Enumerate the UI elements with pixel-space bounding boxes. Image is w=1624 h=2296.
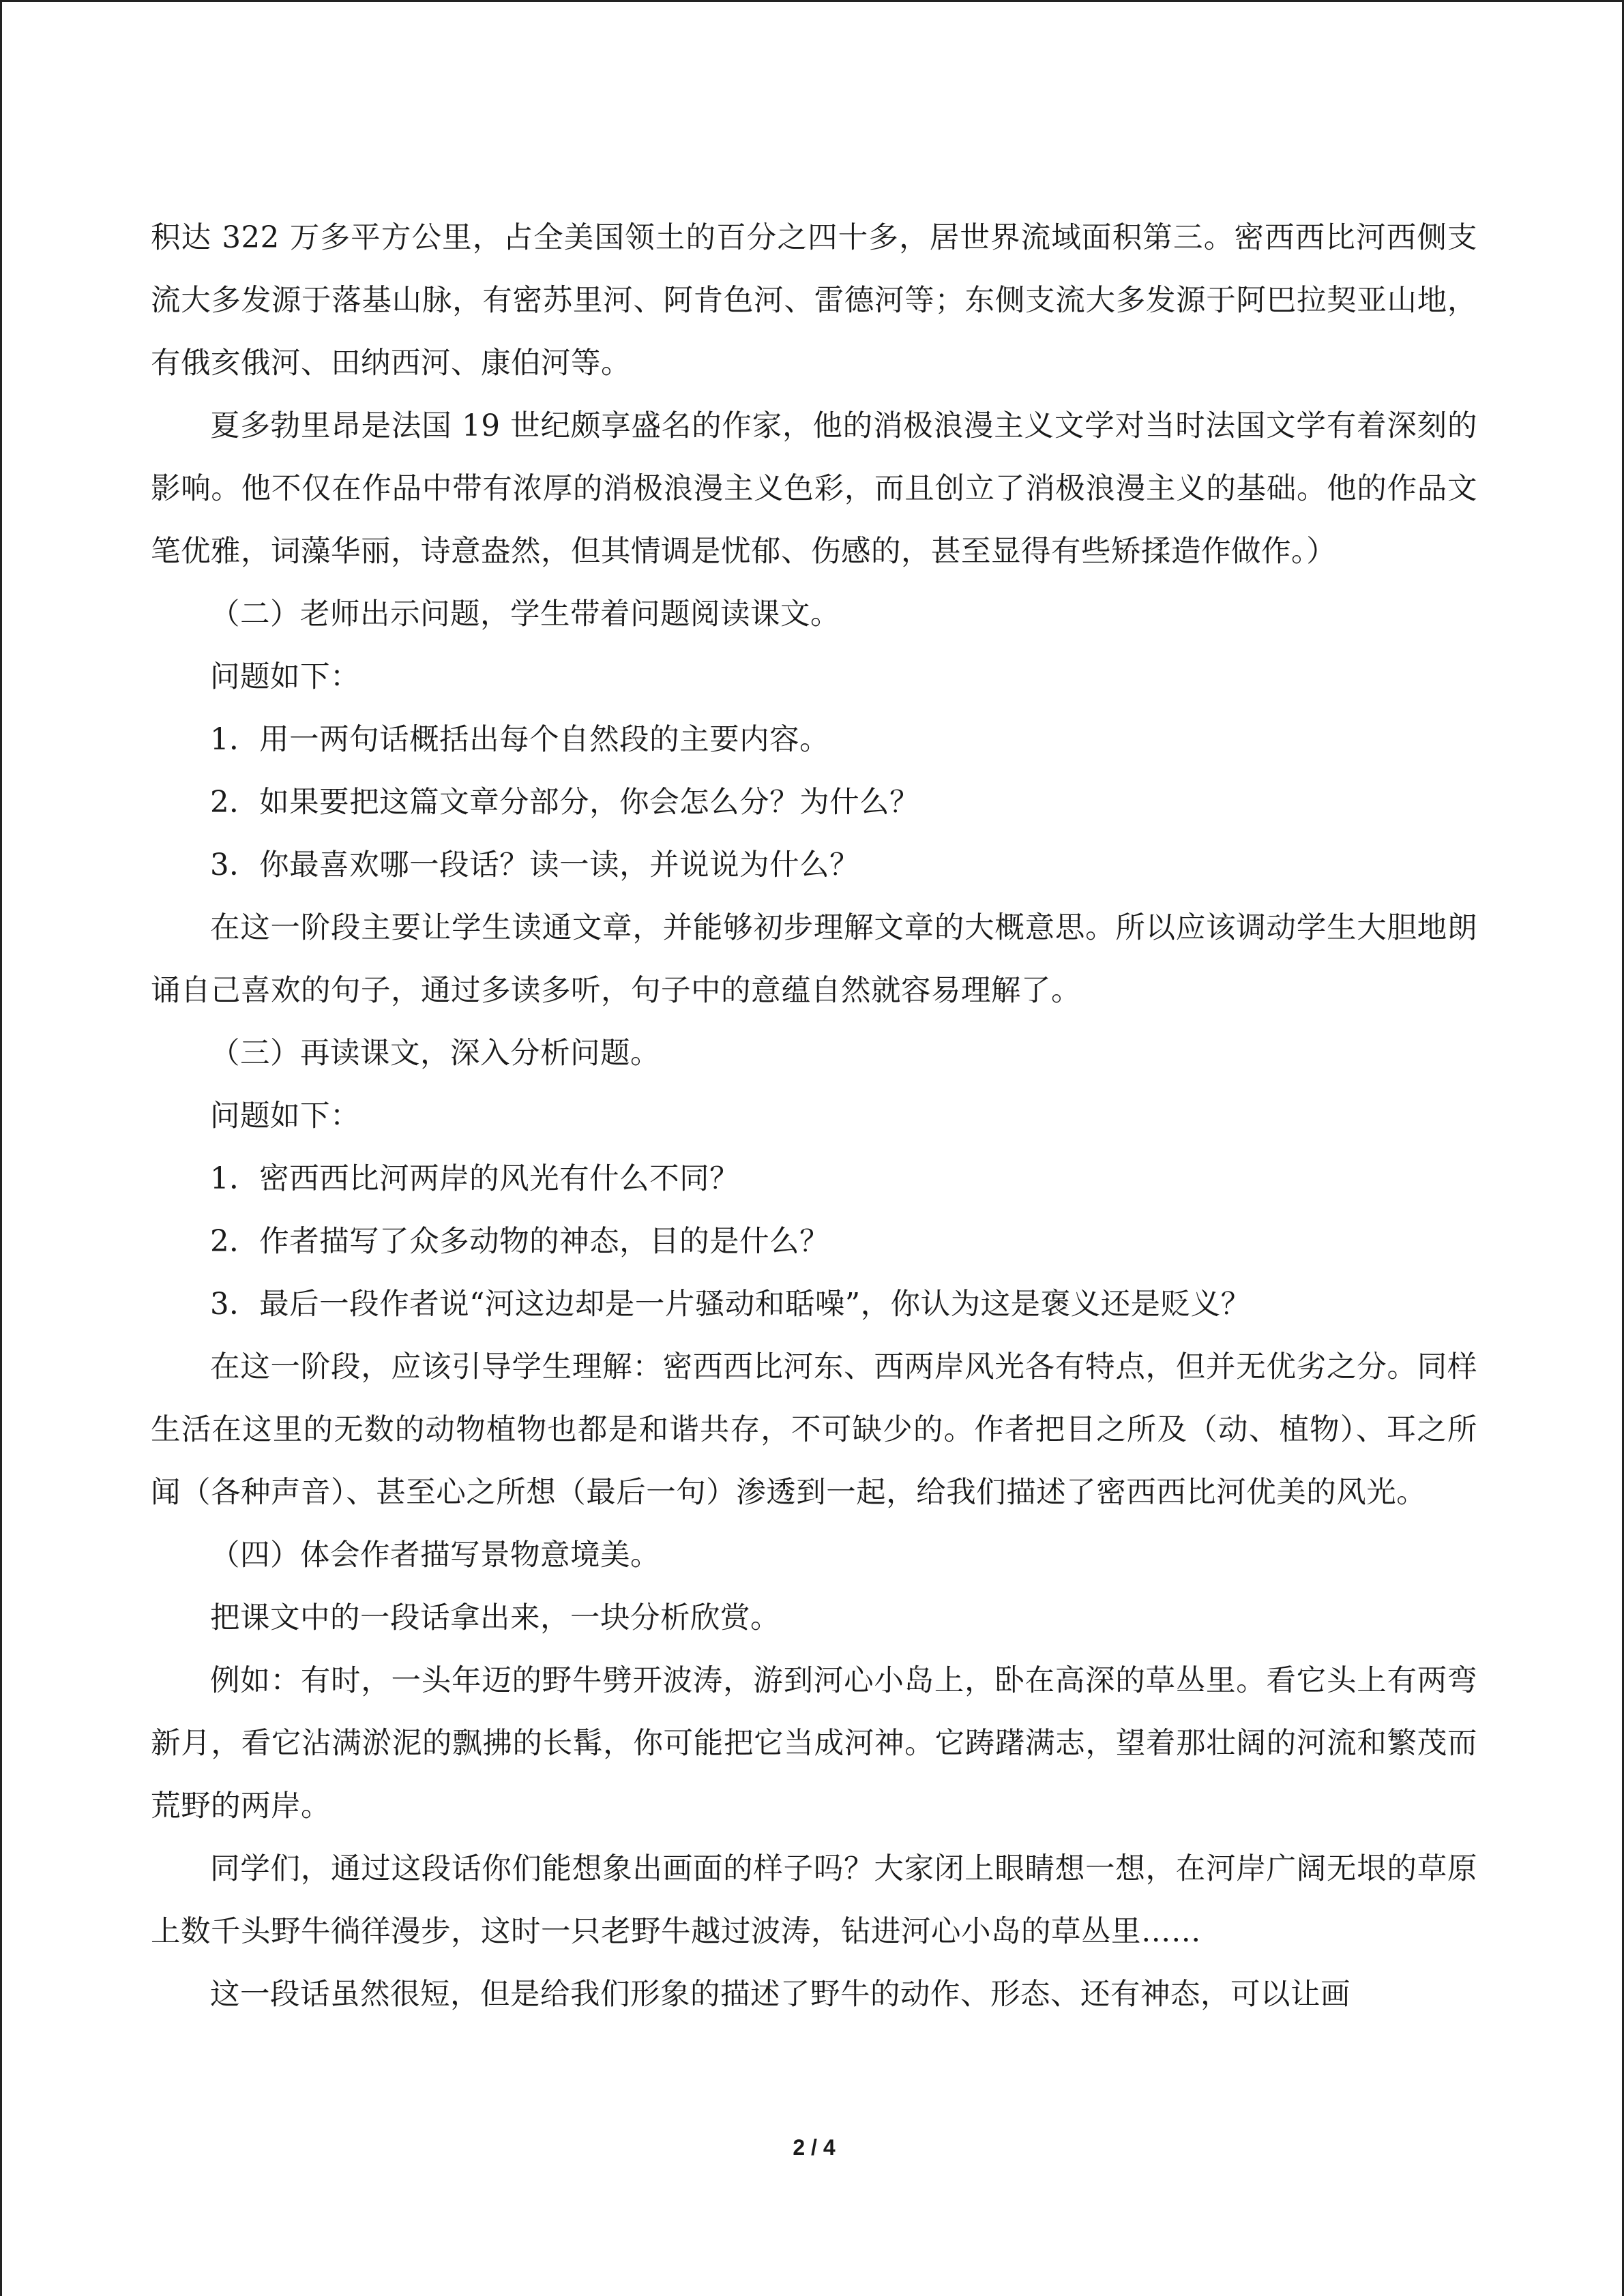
paragraph: 同学们，通过这段话你们能想象出画面的样子吗？大家闭上眼睛想一想，在河岸广阔无垠的草原上数千头野牛徜徉漫步，这时一只老野牛越过波涛，钻进河心小岛的草丛里…… bbox=[151, 1852, 1477, 1949]
page-number: 2 / 4 bbox=[793, 2135, 836, 2160]
list-item: 3．最后一段作者说“河这边却是一片骚动和聒噪”，你认为这是褒义还是贬义？ bbox=[210, 1287, 1251, 1322]
paragraph: 夏多勃里昂是法国 19 世纪颇享盛名的作家，他的消极浪漫主义文学对当时法国文学有着深刻的影响。他不仅在作品中带有浓厚的消极浪漫主义色彩，而且创立了消极浪漫主义的基础。他的作品文笔优雅，词藻华丽，诗意盎然，但其情调是忧郁、伤感的，甚至显得有些矫揉造作做作。） bbox=[151, 409, 1477, 569]
paragraph: 问题如下： bbox=[210, 1099, 360, 1133]
paragraph: 积达 322 万多平方公里，占全美国领土的百分之四十多，居世界流域面积第三。密西西比河西侧支流大多发源于落基山脉，有密苏里河、阿肯色河、雷德河等；东侧支流大多发源于阿巴拉契亚山地，有俄亥俄河、田纳西河、康伯河等。 bbox=[151, 221, 1477, 381]
section-heading: （二）老师出示问题，学生带着问题阅读课文。 bbox=[210, 597, 840, 631]
paragraph: 例如：有时，一头年迈的野牛劈开波涛，游到河心小岛上，卧在高深的草丛里。看它头上有两弯新月，看它沾满淤泥的飘拂的长髯，你可能把它当成河神。它踌躇满志，望着那壮阔的河流和繁茂而荒野的两岸。 bbox=[151, 1664, 1477, 1823]
paragraph: 把课文中的一段话拿出来，一块分析欣赏。 bbox=[210, 1601, 780, 1635]
paragraph: 这一段话虽然很短，但是给我们形象的描述了野牛的动作、形态、还有神态，可以让画 bbox=[210, 1978, 1350, 2012]
list-item: 3．你最喜欢哪一段话？读一读，并说说为什么？ bbox=[210, 848, 860, 882]
paragraph: 在这一阶段，应该引导学生理解：密西西比河东、西两岸风光各有特点，但并无优劣之分。同样生活在这里的无数的动物植物也都是和谐共存，不可缺少的。作者把目之所及（动、植物）、耳之所闻（各种声音）、甚至心之所想（最后一句）渗透到一起，给我们描述了密西西比河优美的风光。 bbox=[151, 1350, 1477, 1510]
list-item: 2．作者描写了众多动物的神态，目的是什么？ bbox=[210, 1225, 830, 1259]
list-item: 2．如果要把这篇文章分部分，你会怎么分？为什么？ bbox=[210, 786, 920, 820]
list-item: 1．密西西比河两岸的风光有什么不同？ bbox=[210, 1162, 740, 1196]
document-body bbox=[151, 207, 1477, 2026]
section-heading: （三）再读课文，深入分析问题。 bbox=[210, 1037, 660, 1071]
section-heading: （四）体会作者描写景物意境美。 bbox=[210, 1538, 660, 1572]
list-item: 1．用一两句话概括出每个自然段的主要内容。 bbox=[210, 723, 830, 757]
paragraph: 在这一阶段主要让学生读通文章，并能够初步理解文章的大概意思。所以应该调动学生大胆地朗诵自己喜欢的句子，通过多读多听，句子中的意蕴自然就容易理解了。 bbox=[151, 911, 1477, 1008]
paragraph: 问题如下： bbox=[210, 660, 360, 694]
